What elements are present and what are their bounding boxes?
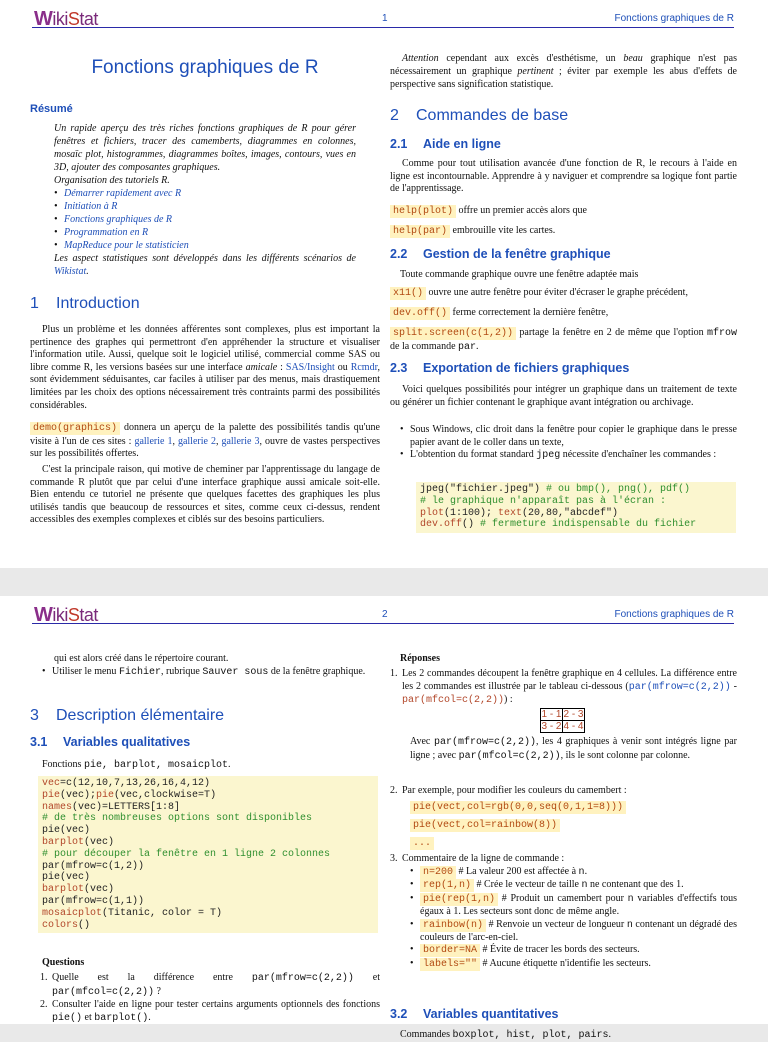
grid-cell: 1 - 1	[541, 709, 562, 720]
intro-paragraph-3: C'est la principale raison, qui motive de cheminer par l'apprentissage du langage de commande R plutôt que par celui d'une interface graphique aussi amicale soit-elle. Bien entendu ce tutoriel ne présente que quelques facettes des graphiques les plus utilisés tandis que beaucoup de ressources et sites, comme ceux ci-dessus, rendent accessibles des exemples complexes et ciblés sur des besoins particuliers.	[30, 464, 380, 526]
qualitative-code-block	[38, 776, 378, 933]
section-heading-3: 3 Description élémentaire	[30, 707, 225, 724]
code-line: pie(vec)	[42, 872, 91, 884]
answers-heading: Réponses	[400, 653, 441, 664]
code-line: pie(vec);pie(vec,clockwise=T)	[42, 789, 217, 801]
menu-item: • Utiliser le menu Fichier, rubrique Sauver sous de la fenêtre graphique.	[42, 666, 380, 680]
section-heading-1: 1 Introduction	[30, 295, 140, 312]
sas-insight-link[interactable]: SAS/Insight	[285, 361, 335, 373]
gallery-2-link[interactable]: gallerie 2	[177, 435, 216, 447]
resume-end-punct: .	[86, 266, 89, 277]
code-line: # le graphique n'apparaît pas à l'écran :	[420, 495, 667, 507]
code-line: pie(vec)	[42, 825, 91, 837]
demo-graphics-code: demo(graphics)	[30, 422, 120, 435]
questions-list	[40, 972, 380, 1025]
answer-1-explanation: Avec par(mfrow=c(2,2)), les 4 graphiques à venir sont intégrés ligne par ligne ; avec par(mfcol=c(2,2)), ils le sont colonne par colonne.	[410, 736, 738, 762]
right-column	[390, 626, 738, 1041]
page-2	[0, 596, 768, 1041]
page-number: 2	[382, 609, 388, 620]
code-line: jpeg("fichier.jpeg") # ou bmp(), png(), pdf()	[420, 484, 691, 495]
left-column	[30, 626, 380, 1024]
question-item: 2. Consulter l'aide en ligne pour tester certains arguments optionnels des fonctions pie() et barplot().	[40, 999, 380, 1024]
resume-org: Organisation des tutoriels R.	[54, 175, 170, 186]
code-line: barplot(vec)	[42, 836, 115, 848]
code-line: vec=c(12,10,7,13,26,16,4,12)	[42, 778, 211, 789]
answer-2-code-3: ...	[410, 836, 434, 850]
code-line: par(mfrow=c(1,2))	[42, 860, 145, 872]
tutorial-link[interactable]: • MapReduce pour le statisticien	[54, 239, 356, 252]
answer-2-code-2: pie(vect,col=rainbow(8))	[410, 818, 560, 832]
subsection-heading-2-3: 2.3 Exportation de fichiers graphiques	[390, 361, 630, 375]
gallery-3-link[interactable]: gallerie 3	[221, 435, 260, 447]
running-title: Fonctions graphiques de R	[614, 609, 734, 620]
export-list	[400, 424, 737, 463]
answer-2-code-1: pie(vect,col=rgb(0,0,seq(0,1,1=8)))	[410, 800, 626, 814]
subsection-heading-3-1: 3.1 Variables qualitatives	[30, 735, 191, 749]
split-line: split.screen(c(1,2)) partage la fenêtre en 2 de même que l'option mfrow de la commande par.	[390, 327, 737, 353]
command-comment-item: • border=NA # Évite de tracer les bords des secteurs.	[410, 944, 737, 957]
command-comment-item: • pie(rep(1,n) # Produit un camembert pour n variables d'effectifs tous égaux à 1. Les secteurs sont donc de même angle.	[410, 893, 737, 919]
help-par-line: help(par) embrouille vite les cartes.	[390, 224, 737, 238]
grid-cell: 3 - 2	[541, 721, 562, 732]
resume-heading: Résumé	[30, 103, 73, 115]
intro-paragraph-2: demo(graphics) donnera un aperçu de la palette des possibilités tandis qu'une visite à l'un de ces sites : gallerie 1, gallerie 2, gallerie 3, ouvre de vastes perspectives sur les possibilités offertes.	[30, 422, 381, 460]
subsection-heading-2-1: 2.1 Aide en ligne	[390, 137, 501, 151]
wikistat-logo: WikiStat	[34, 604, 98, 626]
left-column	[30, 30, 380, 568]
tutorial-link[interactable]: • Fonctions graphiques de R	[54, 213, 356, 226]
tutorial-link[interactable]: • Initiation à R	[54, 200, 356, 213]
quantitative-intro: Commandes boxplot, hist, plot, pairs.	[400, 1029, 612, 1041]
wikistat-logo: WikiStat	[34, 8, 98, 30]
gallery-1-link[interactable]: gallerie 1	[134, 435, 173, 447]
resume-text: Un rapide aperçu des très riches fonctions graphiques de R pour gérer fenêtres et fichiers, tracer des camemberts, diagrammes en colonnes, mosaïc plot, histogrammes, diagrammes boîtes, images, contours, vues en 3D, ajouter des composantes graphiques.	[54, 123, 356, 173]
code-line: colors()	[42, 919, 91, 931]
code-line: barplot(vec)	[42, 884, 115, 896]
help-paragraph: Comme pour tout utilisation avancée d'une fonction de R, le recours à l'aide en ligne est incontournable. Apprendre à y naviguer et comprendre sa logique font partie de l'apprentissage.	[390, 158, 737, 195]
command-comment-list	[410, 866, 737, 971]
code-line: names(vec)=LETTERS[1:8]	[42, 801, 181, 813]
rcmdr-link[interactable]: Rcmdr	[350, 361, 378, 373]
page-header	[32, 6, 734, 28]
export-item: • Sous Windows, clic droit dans la fenêtre pour copier le graphique dans le presse papier avant de le coller dans un texte,	[400, 424, 737, 449]
running-title: Fonctions graphiques de R	[614, 13, 734, 24]
continued-text: qui est alors créé dans le répertoire courant.	[54, 653, 229, 664]
answer-3: 3. Commentaire de la ligne de commande :	[390, 853, 565, 864]
subsection-heading-2-2: 2.2 Gestion de la fenêtre graphique	[390, 247, 611, 261]
command-comment-item: • n=200 # La valeur 200 est affectée à n.	[410, 866, 737, 879]
code-line: mosaicplot(Titanic, color = T)	[42, 907, 223, 919]
export-item: • L'obtention du format standard jpeg nécessite d'enchaîner les commandes :	[400, 449, 737, 463]
command-comment-item: • rep(1,n) # Crée le vecteur de taille n ne contenant que des 1.	[410, 879, 737, 892]
code-line: par(mfrow=c(1,1))	[42, 895, 145, 907]
grid-cell: 4 - 4	[563, 721, 584, 732]
attention-paragraph: Attention cependant aux excès d'esthétisme, un beau graphique n'est pas nécessairement un graphique pertinent ; éviter par exemple les abus d'effets de perspective sans signification statistique.	[390, 53, 737, 90]
question-item: 1. Quelle est la différence entre par(mfrow=c(2,2)) et par(mfcol=c(2,2)) ?	[40, 972, 380, 998]
page-header	[32, 602, 734, 624]
resume-end: Les aspect statistiques sont développés dans les différents scénarios de	[54, 253, 356, 264]
command-comment-item: • rainbow(n) # Renvoie un vecteur de longueur n contenant un dégradé des couleurs de l'arc-en-ciel.	[410, 919, 737, 945]
right-column	[390, 30, 737, 568]
answer-1: 1. Les 2 commandes découpent la fenêtre graphique en 4 cellules. La différence entre les 2 commandes est illustrée par le tableau ci-dessous (par(mfrow=c(2,2)) - par(mfcol=c(2,2))) :	[390, 668, 737, 707]
x11-line: x11() ouvre une autre fenêtre pour éviter d'écraser le graphe précédent,	[390, 286, 737, 300]
command-comment-item: • labels="" # Aucune étiquette n'identifie les secteurs.	[410, 958, 737, 971]
resume-block	[54, 122, 356, 278]
questions-heading: Questions	[42, 957, 85, 968]
code-line: # de très nombreuses options sont disponibles	[42, 813, 313, 825]
tutorial-link[interactable]: • Programmation en R	[54, 226, 356, 239]
qualitative-intro: Fonctions pie, barplot, mosaicplot.	[42, 759, 231, 771]
wikistat-link[interactable]: Wikistat	[54, 266, 87, 277]
tutorial-link[interactable]: • Démarrer rapidement avec R	[54, 187, 356, 200]
export-code-block	[416, 482, 736, 533]
page-number: 1	[382, 13, 388, 24]
subsection-heading-3-2: 3.2 Variables quantitatives	[390, 1007, 559, 1021]
menu-list	[42, 666, 380, 680]
window-intro: Toute commande graphique ouvre une fenêtre adaptée mais	[400, 269, 639, 280]
intro-paragraph-1: Plus un problème et les données afférentes sont complexes, plus est important la pertinence des graphes qui permettront d'en appréhender la structure et visualiser l'information utile. Aussi, quelque soit le logiciel utilisé, commercial comme SAS ou libre comme R, les versions basées sur une interface amicale : SAS/Insight ou Rcmdr, sont évidemment séduisantes, car faciles à utiliser par des menus, mais drastiquement limitées par les choix des options nécessairement très contraints parmi des possibilités considérables.	[30, 324, 381, 411]
code-line: plot(1:100); text(20,80,"abcdef")	[420, 507, 619, 519]
tutorial-list	[54, 187, 356, 252]
grid-cell: 2 - 3	[563, 709, 584, 720]
layout-grid-table	[540, 708, 585, 733]
answer-2: 2. Par exemple, pour modifier les couleurs du camembert :	[390, 785, 627, 796]
document-title: Fonctions graphiques de R	[91, 57, 319, 78]
export-paragraph: Voici quelques possibilités pour intégrer un graphique dans un traitement de texte ou générer un fichier contenant le graphique avant intégration ou archivage.	[390, 384, 737, 408]
help-plot-line: help(plot) offre un premier accès alors que	[390, 204, 737, 218]
devoff-line: dev.off() ferme correctement la dernière fenêtre,	[390, 306, 737, 320]
section-heading-2: 2 Commandes de base	[390, 107, 569, 124]
code-line: dev.off() # fermeture indispensable du fichier	[420, 519, 697, 531]
code-line: # pour découper la fenêtre en 1 ligne 2 colonnes	[42, 848, 331, 860]
